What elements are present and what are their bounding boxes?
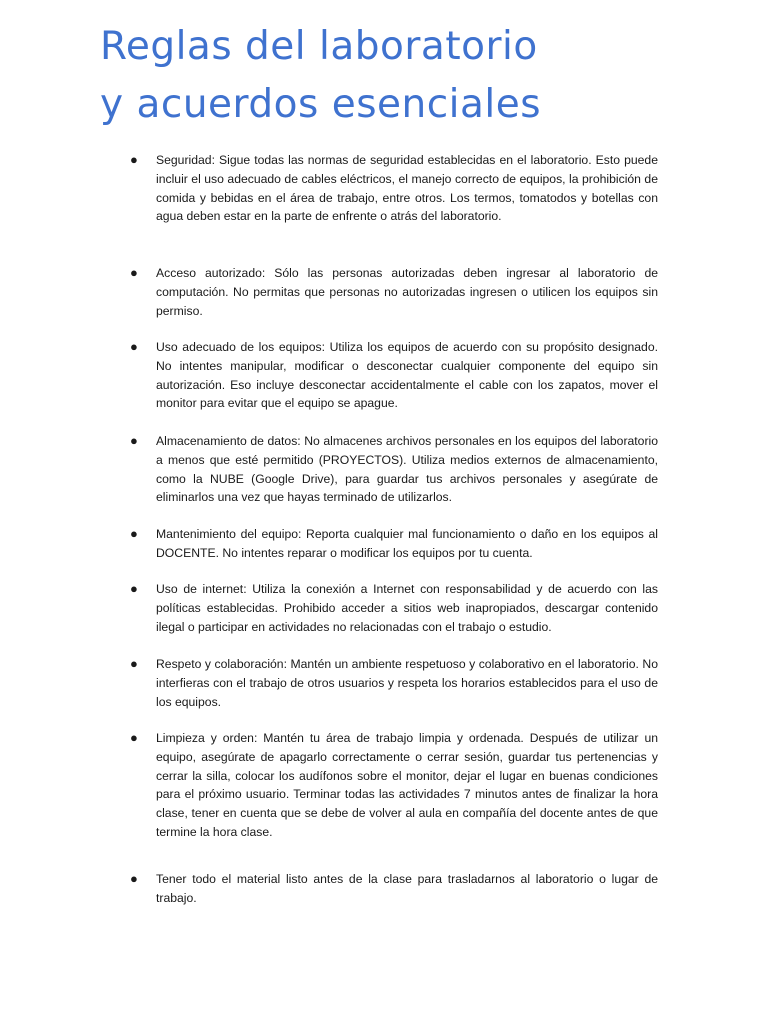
rule-text: Limpieza y orden: Mantén tu área de trabajo limpia y ordenada. Después de utilizar un equipo, asegúrate de apagarlo correctamente o cerrar sesión, guardar tus pertenencias y cerrar la silla, colocar los audífonos sobre el monitor, dejar el lugar en buenas condiciones para el próximo usuario. Terminar todas las actividades 7 minutos antes de finalizar la hora clase, tener en cuenta que se debe de volver al aula en compañía del docente antes de que termine la hora clase.	[156, 731, 658, 839]
bullet-icon: ●	[130, 656, 138, 671]
rule-item-respeto	[130, 655, 658, 711]
rule-text: Tener todo el material listo antes de la clase para trasladarnos al laboratorio o lugar de trabajo.	[156, 872, 658, 905]
rule-text: Seguridad: Sigue todas las normas de seguridad establecidas en el laboratorio. Esto puede incluir el uso adecuado de cables eléctricos, el manejo correcto de equipos, la prohibición de comida y bebidas en el área de trabajo, entre otros. Los termos, tomatodos y botellas con agua deben estar en la parte de enfrente o atrás del laboratorio.	[156, 153, 658, 224]
bullet-icon: ●	[130, 581, 138, 596]
rule-item-almacenamiento	[130, 432, 658, 507]
rule-item-mantenimiento	[130, 525, 658, 563]
bullet-icon: ●	[130, 339, 138, 354]
bullet-icon: ●	[130, 871, 138, 886]
rule-text: Acceso autorizado: Sólo las personas autorizadas deben ingresar al laboratorio de computación. No permitas que personas no autorizadas ingresen o utilicen los equipos sin permiso.	[156, 266, 658, 318]
rule-text: Uso adecuado de los equipos: Utiliza los equipos de acuerdo con su propósito designado. No intentes manipular, modificar o desconectar cualquier componente del equipo sin autorización. Eso incluye desconectar accidentalmente el cable con los zapatos, mover el monitor para evitar que el equipo se apague.	[156, 340, 658, 411]
rule-item-uso-internet	[130, 580, 658, 636]
rule-item-seguridad	[130, 151, 658, 226]
rule-text: Uso de internet: Utiliza la conexión a Internet con responsabilidad y de acuerdo con las políticas establecidas. Prohibido acceder a sitios web inapropiados, descargar contenido ilegal o participar en actividades no relacionadas con el trabajo o estudio.	[156, 582, 658, 634]
rule-text: Almacenamiento de datos: No almacenes archivos personales en los equipos del laboratorio a menos que esté permitido (PROYECTOS). Utiliza medios externos de almacenamiento, como la NUBE (Google Drive), para guardar tus archivos personales y asegúrate de eliminarlos una vez que hayas terminado de utilizarlos.	[156, 434, 658, 505]
rule-item-uso-adecuado	[130, 338, 658, 413]
rule-item-limpieza	[130, 729, 658, 842]
bullet-icon: ●	[130, 433, 138, 448]
rule-text: Mantenimiento del equipo: Reporta cualquier mal funcionamiento o daño en los equipos al DOCENTE. No intentes reparar o modificar los equipos por tu cuenta.	[156, 527, 658, 560]
bullet-icon: ●	[130, 152, 138, 167]
rule-item-acceso-autorizado	[130, 264, 658, 320]
rule-text: Respeto y colaboración: Mantén un ambiente respetuoso y colaborativo en el laboratorio. No interfieras con el trabajo de otros usuarios y respeta los horarios establecidos para el uso de los equipos.	[156, 657, 658, 709]
page-title-line-1: Reglas del laboratorio	[100, 24, 538, 69]
bullet-icon: ●	[130, 730, 138, 745]
rule-item-material	[130, 870, 658, 908]
bullet-icon: ●	[130, 265, 138, 280]
page-title-line-2: y acuerdos esenciales	[100, 82, 542, 127]
bullet-icon: ●	[130, 526, 138, 541]
